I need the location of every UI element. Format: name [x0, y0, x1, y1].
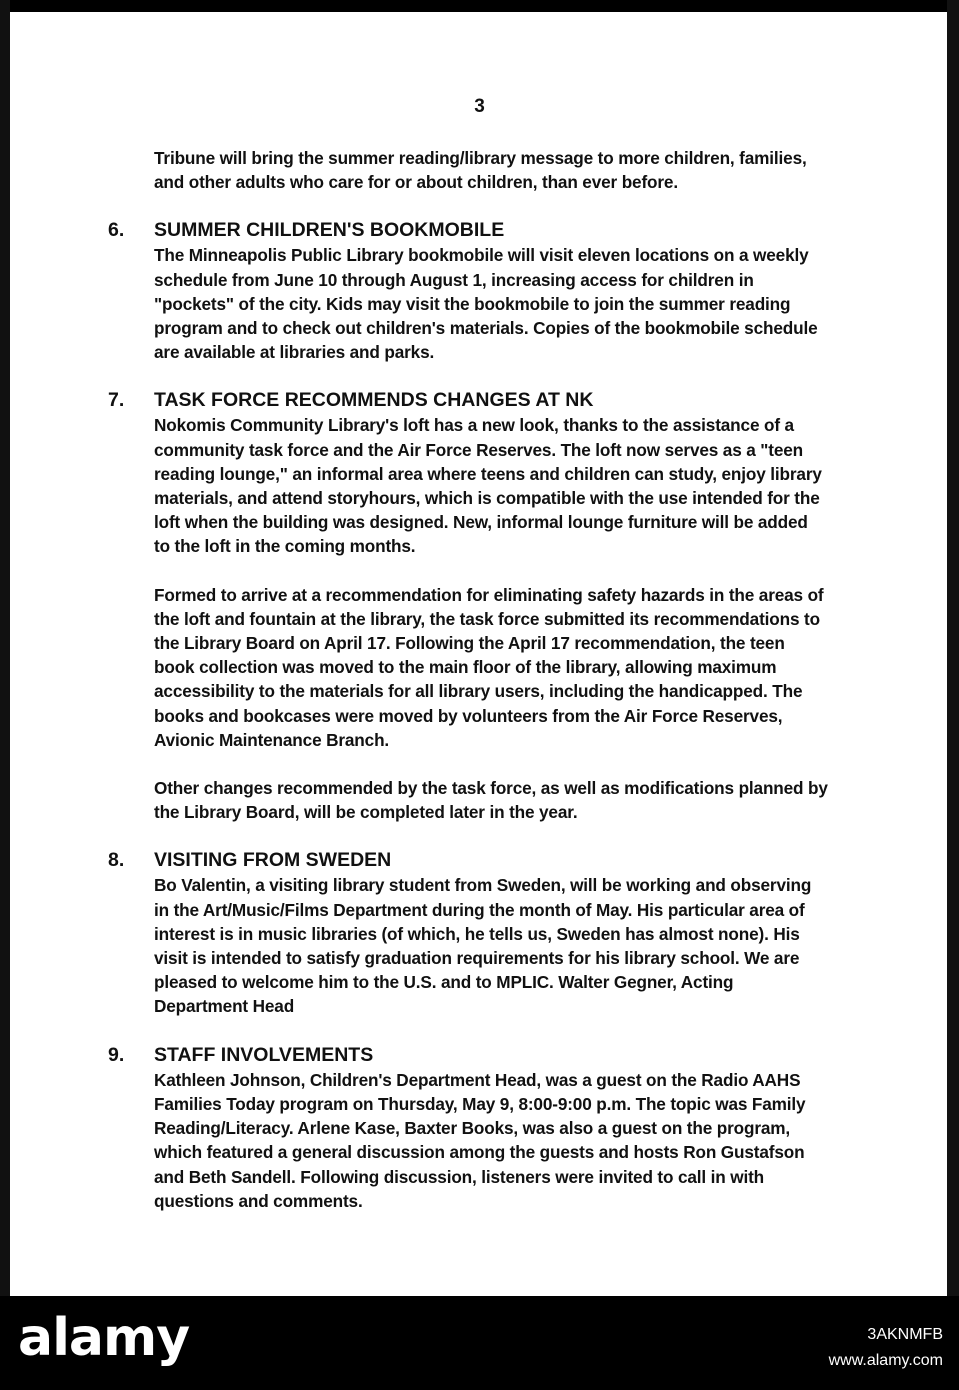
section-number: 8.	[108, 849, 125, 872]
section-heading	[108, 848, 828, 873]
scan-border-top	[0, 0, 959, 12]
alamy-logo: alamy	[18, 1308, 190, 1368]
section-title: VISITING FROM SWEDEN	[154, 849, 392, 872]
section-heading	[108, 218, 828, 243]
scan-border-left	[0, 0, 10, 1296]
section-number: 7.	[108, 389, 125, 412]
section-paragraph: Kathleen Johnson, Children's Department Head, was a guest on the Radio AAHS Families Today program on Thursday, May 9, 8:00-9:00 p.m. The topic was Family Reading/Literacy. Arlene Kase, Baxter Books, was also a guest on the program, which featured a general discussion among the guests and hosts Ron Gustafson and Beth Sandell. Following discussion, listeners were invited to call in with questions and comments.	[154, 1069, 806, 1211]
section-paragraph: Bo Valentin, a visiting library student from Sweden, will be working and observing in the Art/Music/Films Department during the month of May. His particular area of interest is in music libraries (of which, he tells us, Sweden has almost none). His visit is intended to satisfy graduation requirements for his library school. We are pleased to welcome him to the U.S. and to MPLIC. Walter Gegner, Acting Department Head	[154, 875, 812, 1017]
section-number: 9.	[108, 1043, 125, 1066]
section-title: SUMMER CHILDREN'S BOOKMOBILE	[154, 219, 505, 242]
section-paragraph: Formed to arrive at a recommendation for eliminating safety hazards in the areas of the loft and fountain at the library, the task force submitted its recommendations to the Library Board on April 17. Following the April 17 recommendation, the teen book collection was moved to the main floor of the library, allowing maximum accessibility to the materials for all library users, including the handicapped. The books and bookcases were moved by volunteers from the Air Force Reserves, Avionic Maintenance Branch.	[154, 584, 824, 750]
section-bookmobile	[108, 218, 828, 364]
section-paragraph: Nokomis Community Library's loft has a new look, thanks to the assistance of a community task force and the Air Force Reserves. The loft now serves as a "teen reading lounge," an informal area where teens and children can study, enjoy library materials, and attend storyhours, which is compatible with the use intended for the loft when the building was designed. New, informal lounge furniture will be added to the loft in the coming months.	[154, 415, 822, 557]
site-url: www.alamy.com	[828, 1352, 943, 1369]
section-paragraph: Other changes recommended by the task force, as well as modifications planned by the Library Board, will be completed later in the year.	[154, 778, 828, 823]
section-visiting-sweden	[108, 848, 828, 1018]
image-id: 3AKNMFB	[867, 1326, 943, 1343]
newsletter-body	[108, 146, 828, 1213]
section-staff-involvements	[108, 1043, 828, 1213]
section-title: TASK FORCE RECOMMENDS CHANGES AT NK	[154, 389, 594, 412]
section-heading	[108, 1043, 828, 1068]
section-number: 6.	[108, 219, 125, 242]
scan-border-right	[947, 0, 959, 1296]
section-title: STAFF INVOLVEMENTS	[154, 1043, 374, 1066]
section-heading	[108, 388, 828, 413]
page-number: 3	[474, 96, 485, 117]
intro-paragraph: Tribune will bring the summer reading/library message to more children, families, and other adults who care for or about children, than ever before.	[154, 148, 807, 193]
section-paragraph: The Minneapolis Public Library bookmobile will visit eleven locations on a weekly schedule from June 10 through August 1, increasing access for children in "pockets" of the city. Kids may visit the bookmobile to join the summer reading program and to check out children's materials. Copies of the bookmobile schedule are available at libraries and parks.	[154, 245, 818, 363]
section-task-force	[108, 388, 828, 824]
